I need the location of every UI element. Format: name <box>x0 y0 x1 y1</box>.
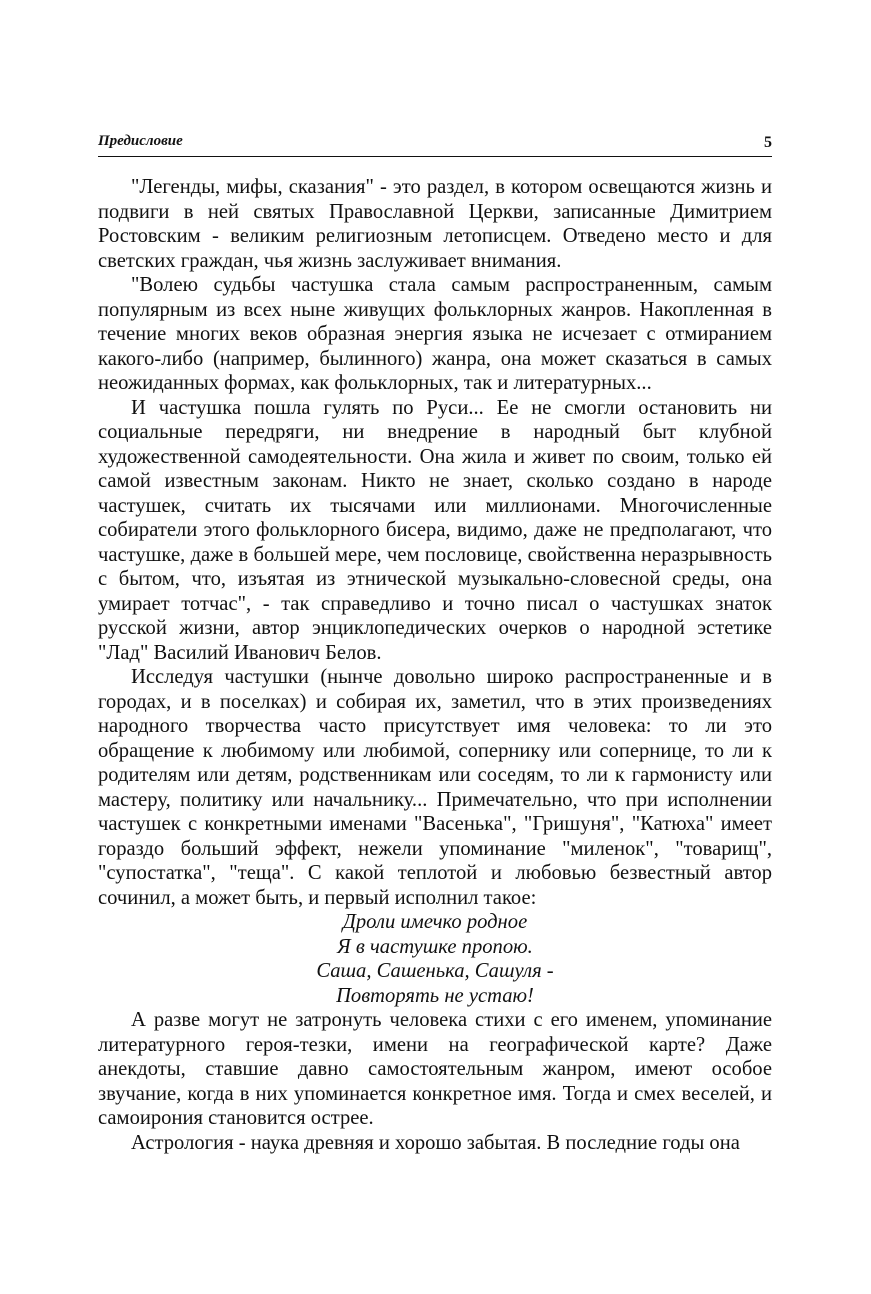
paragraph-names-poetry: А разве могут не затронуть человека стихи с его именем, упоминание литературного героя-тезки, имени на географической карте? Даже анекдоты, ставшие давно самостоятельным жанром, имеют особое звучание, когда в них упоминается конкретное имя. Тогда и смех веселей, и самоирония становится острее. <box>98 1009 772 1129</box>
poem-line: Повторять не устаю! <box>336 984 534 1007</box>
paragraph-chastushka-fate: "Волею судьбы частушка стала самым распространенным, самым популярным из всех ныне живущих фольклорных жанров. Накопленная в течение многих веков образная энергия языка не исчезает с отмиранием какого-либо (например, былинного) жанра, она может сказаться в самых неожиданных формах, как фольклорных, так и литературных... <box>98 274 772 394</box>
poem-line: Саша, Сашенька, Сашуля - <box>316 960 554 982</box>
page-number: 5 <box>764 134 772 151</box>
chastushka-poem <box>98 910 772 1008</box>
paragraph-legends: "Легенды, мифы, сказания" - это раздел, в котором освещаются жизнь и подвиги в ней святых Православной Церкви, записанные Димитрием Ростовским - великим религиозным летописцем. Отведено место и для светских граждан, чья жизнь заслуживает внимания. <box>98 176 772 272</box>
paragraph-chastushka-rus: И частушка пошла гулять по Руси... Ее не смогли остановить ни социальные передряги, ни внедрение в народный быт клубной художественной самодеятельности. Она жила и живет по своим, только ей самой известным законам. Никто не знает, сколько создано в народе частушек, считать их тысячами или миллионами. Многочисленные собиратели этого фольклорного бисера, видимо, даже не предполагают, что частушке, даже в большей мере, чем пословице, свойственна неразрывность с бытом, что, изъятая из этнической музыкально-словесной среды, она умирает тотчас", - так справедливо и точно писал о частушках знаток русской жизни, автор энциклопедических очерков о народной эстетике "Лад" Василий Иванович Белов. <box>98 396 772 664</box>
poem-line: Дроли имечко родное <box>342 911 528 933</box>
paragraph-astrology: Астрология - наука древняя и хорошо забытая. В последние годы она <box>131 1131 740 1154</box>
body-text <box>98 175 772 1155</box>
running-header <box>98 130 772 157</box>
paragraph-research: Исследуя частушки (нынче довольно широко распространенные и в городах, и в поселках) и собирая их, заметил, что в этих произведениях народного творчества часто присутствует имя человека: то ли это обращение к любимому или любимой, сопернику или сопернице, то ли к родителям или детям, родственникам или соседям, то ли к гармонисту или мастеру, политику или начальнику... Примечательно, что при исполнении частушек с конкретными именами "Васенька", "Гришуня", "Катюха" имеет гораздо больший эффект, нежели упоминание "миленок", "товарищ", "супостатка", "теща". С какой теплотой и любовью безвестный автор сочинил, а может быть, и первый исполнил такое: <box>98 666 772 909</box>
poem-line: Я в частушке пропою. <box>337 935 533 958</box>
book-page <box>98 130 772 1155</box>
running-title: Предисловие <box>98 133 183 149</box>
